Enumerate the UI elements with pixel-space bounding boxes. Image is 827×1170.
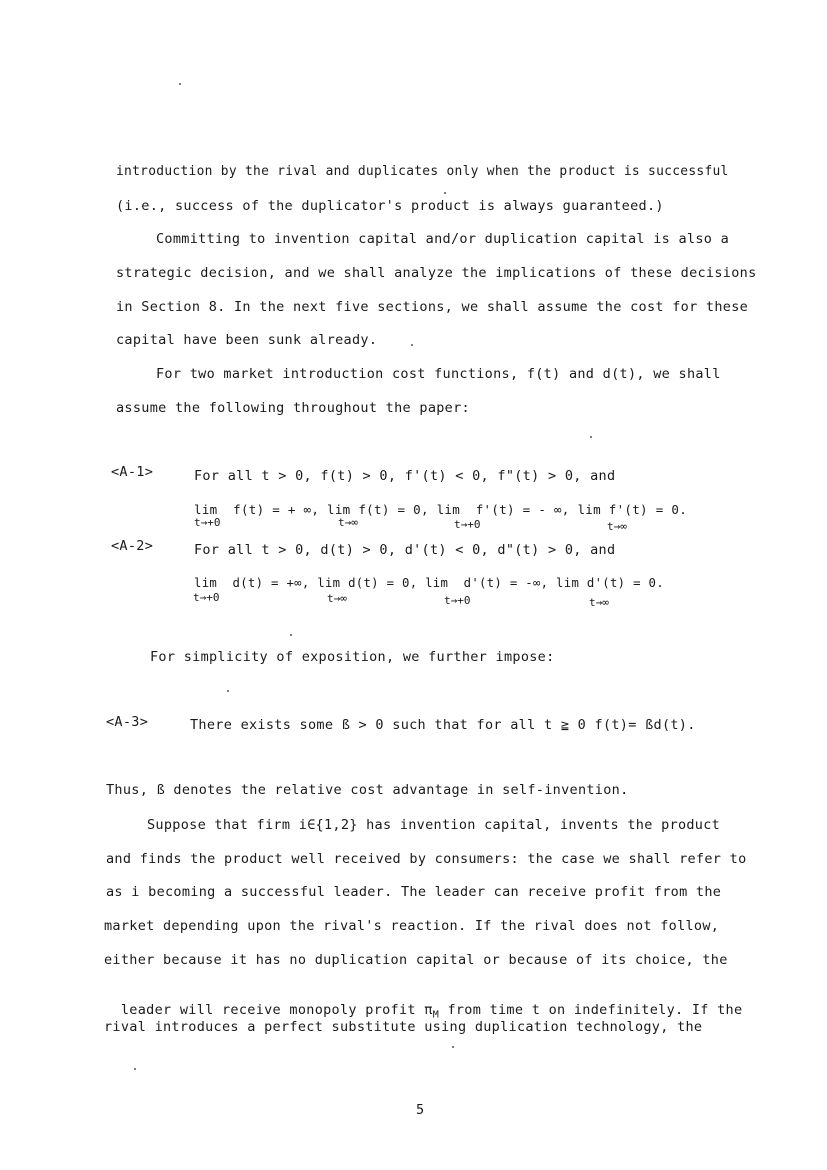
- body-line: Thus, ß denotes the relative cost advantage in self-invention.: [106, 782, 629, 798]
- scan-speck: [290, 634, 292, 636]
- limit-line: lim d(t) = +∞, lim d(t) = 0, lim d'(t) = -∞, lim d'(t) = 0.: [194, 576, 664, 590]
- limit-subscript: t→∞: [607, 520, 627, 533]
- limit-subscript: t→+0: [444, 594, 471, 607]
- assumption-text: There exists some ß > 0 such that for all t ≧ 0 f(t)= ßd(t).: [190, 717, 696, 733]
- assumption-label: <A-3>: [106, 714, 149, 730]
- scan-speck: [134, 1068, 136, 1070]
- body-line: (i.e., success of the duplicator's product is always guaranteed.): [116, 198, 664, 214]
- page-number: 5: [416, 1102, 425, 1118]
- scan-speck: [452, 1046, 454, 1048]
- monopoly-subscript: M: [432, 1009, 440, 1021]
- limit-subscript: t→+0: [454, 518, 481, 531]
- scan-speck: [411, 344, 413, 346]
- scan-speck: [179, 83, 181, 85]
- body-text: from time t on indefinitely. If the: [439, 1002, 743, 1018]
- assumption-label: <A-1>: [111, 464, 154, 480]
- scan-speck: [227, 690, 229, 692]
- body-line: either because it has no duplication capital or because of its choice, the: [104, 952, 728, 968]
- body-line: as i becoming a successful leader. The leader can receive profit from the: [106, 884, 722, 900]
- body-line: For simplicity of exposition, we further impose:: [150, 649, 555, 665]
- body-line: For two market introduction cost functions, f(t) and d(t), we shall: [156, 366, 721, 382]
- body-line: assume the following throughout the paper:: [116, 400, 470, 416]
- assumption-text: For all t > 0, d(t) > 0, d'(t) < 0, d"(t) > 0, and: [194, 542, 616, 558]
- scan-speck: [590, 436, 592, 438]
- limit-subscript: t→∞: [338, 516, 358, 529]
- body-text: leader will receive monopoly profit π: [120, 1002, 433, 1018]
- body-line: market depending upon the rival's reaction. If the rival does not follow,: [104, 918, 720, 934]
- scan-speck: [444, 192, 446, 194]
- limit-line: lim f(t) = + ∞, lim f(t) = 0, lim f'(t) = - ∞, lim f'(t) = 0.: [194, 502, 688, 517]
- limit-subscript: t→∞: [589, 596, 609, 609]
- body-line: Suppose that firm i∈{1,2} has invention capital, invents the product: [147, 817, 721, 833]
- limit-subscript: t→+0: [193, 591, 220, 604]
- body-line: in Section 8. In the next five sections, we shall assume the cost for these: [116, 299, 749, 315]
- body-line: [104, 986, 742, 1021]
- body-line: capital have been sunk already.: [116, 332, 378, 348]
- body-line: introduction by the rival and duplicates only when the product is successful: [116, 164, 729, 179]
- body-line: Committing to invention capital and/or duplication capital is also a: [156, 231, 730, 247]
- limit-subscript: t→∞: [327, 592, 347, 605]
- body-line: strategic decision, and we shall analyze the implications of these decisions: [116, 265, 757, 281]
- limit-subscript: t→+0: [194, 516, 221, 529]
- assumption-label: <A-2>: [111, 538, 154, 554]
- assumption-text: For all t > 0, f(t) > 0, f'(t) < 0, f"(t) > 0, and: [194, 468, 616, 484]
- body-line: and finds the product well received by consumers: the case we shall refer to: [106, 851, 747, 867]
- body-line: rival introduces a perfect substitute using duplication technology, the: [104, 1019, 703, 1035]
